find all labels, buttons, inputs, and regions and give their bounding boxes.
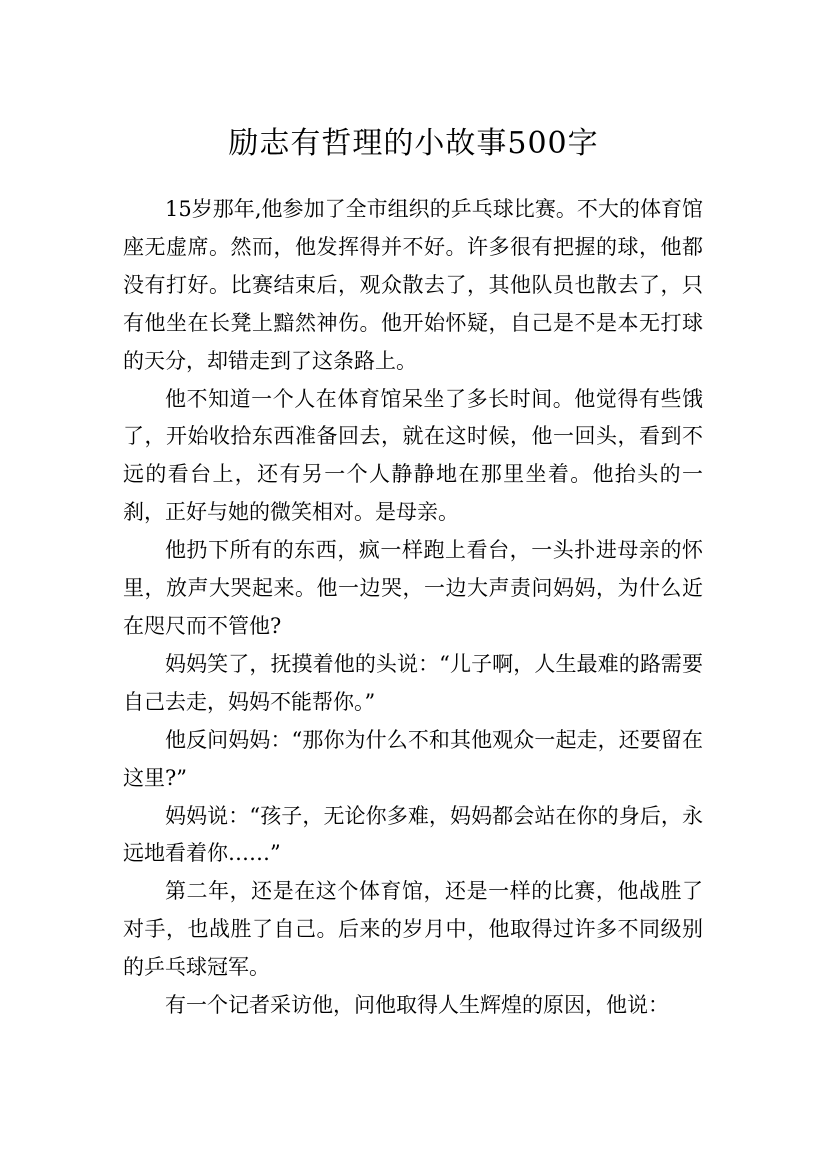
paragraph: 15岁那年,他参加了全市组织的乒乓球比赛。不大的体育馆座无虚席。然而，他发挥得并不好。许多很有把握的球，他都没有打好。比赛结束后，观众散去了，其他队员也散去了，只有他坐在长凳上黯然神伤。他开始怀疑，自己是不是本无打球的天分，却错走到了这条路上。 (123, 197, 703, 373)
paragraph: 妈妈说：“孩子，无论你多难，妈妈都会站在你的身后，永远地看着你……” (123, 803, 703, 866)
document-title: 励志有哲理的小故事500字 (228, 126, 599, 162)
paragraph: 有一个记者采访他，问他取得人生辉煌的原因，他说： (165, 993, 669, 1018)
paragraph: 他扔下所有的东西，疯一样跑上看台，一头扑进母亲的怀里，放声大哭起来。他一边哭，一边大声责问妈妈，为什么近在咫尺而不管他? (123, 538, 703, 638)
paragraph: 第二年，还是在这个体育馆，还是一样的比赛，他战胜了对手，也战胜了自己。后来的岁月中，他取得过许多不同级别的乒乓球冠军。 (123, 879, 703, 980)
document-body (123, 191, 703, 1025)
paragraph: 他反问妈妈：“那你为什么不和其他观众一起走，还要留在这里?” (123, 727, 703, 790)
paragraph: 他不知道一个人在体育馆呆坐了多长时间。他觉得有些饿了，开始收拾东西准备回去，就在这时候，他一回头，看到不远的看台上，还有另一个人静静地在那里坐着。他抬头的一刹，正好与她的微笑相对。是母亲。 (123, 386, 703, 525)
paragraph: 妈妈笑了，抚摸着他的头说：“儿子啊，人生最难的路需要自己去走，妈妈不能帮你。” (123, 651, 703, 714)
